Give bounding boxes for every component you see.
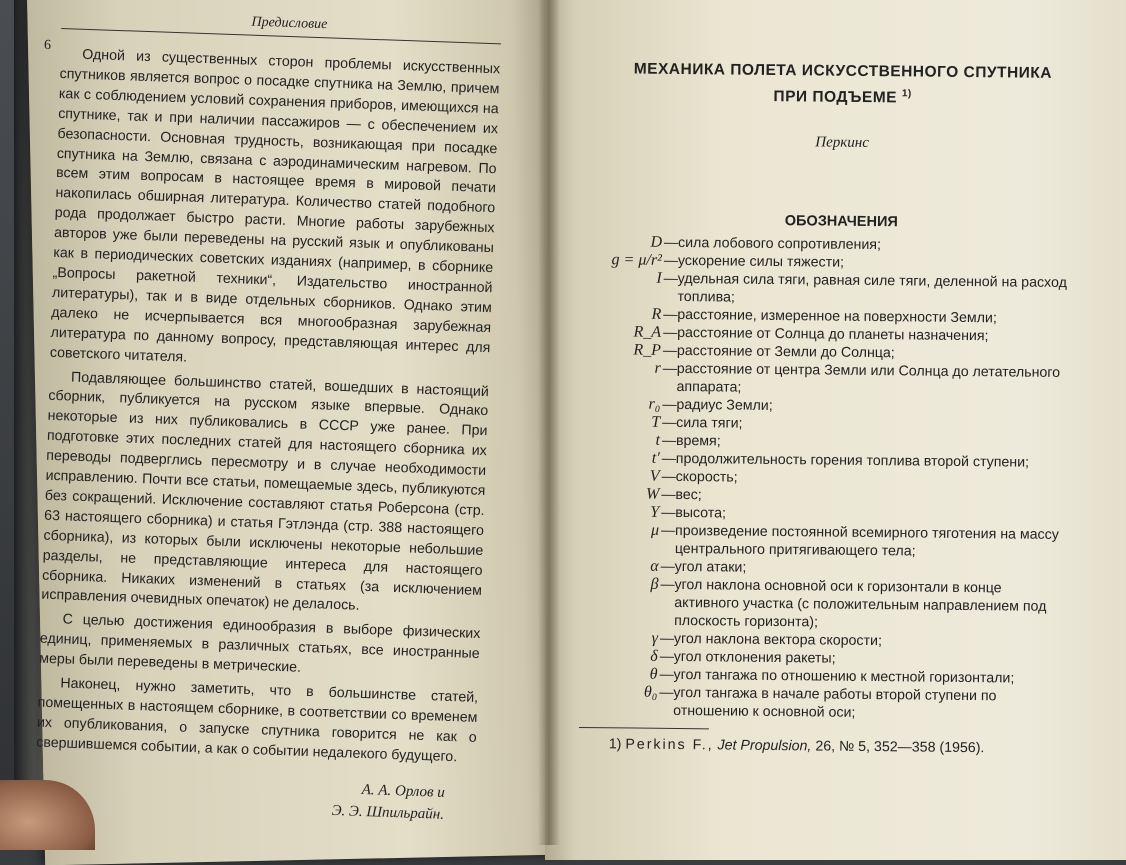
notation-dash: — xyxy=(659,648,675,666)
notation-symbol: θ xyxy=(649,665,658,683)
notation-dash: — xyxy=(661,504,676,522)
signature-line: А. А. Орлов и xyxy=(361,781,446,801)
notation-dash: — xyxy=(663,324,678,342)
notation-dash: — xyxy=(660,522,676,540)
notation-dash: — xyxy=(663,270,678,288)
title-line: ПРИ ПОДЪЕМЕ xyxy=(773,88,898,107)
notation-symbol: β xyxy=(650,575,659,593)
left-page-content xyxy=(34,6,502,827)
notation-symbol: α xyxy=(650,557,659,575)
notation-dash: — xyxy=(659,684,674,702)
notation-definition: время; xyxy=(675,433,721,450)
paragraph: Одной из существенных сторон проблемы искусственных спутников является вопрос о посадке спутника на Землю, причем как с соблюдением условий сохранения приборов, имеющихся на спутнике, так и при наличии пассажиров — с обеспечением их безопасности. Основная трудность, возникающая при посадке спутника на Землю, связана с аэродинамическим нагревом. По всем этим вопросам в настоящее время в мировой печати накопилась обширная литература. Количество статей подобного рода продолжает быстро расти. Многие работы зарубежных авторов уже были переведены на русский язык и опубликованы как в периодических советских изданиях (например, в сборнике „Вопросы ракетной техники“, Издательство иностранной литературы), так и в виде отдельных сборников. Однако этим далеко не исчерпывается вся многообразная зарубежная литература по данному вопросу, представляющая интерес для советского читателя. xyxy=(49,46,501,366)
notation-definition: расстояние от центра Земли или Солнца до летательного аппарата; xyxy=(676,361,1061,396)
notation-definition: расстояние от Солнца до планеты назначения; xyxy=(677,325,989,345)
notation-row xyxy=(582,359,1066,400)
article-title xyxy=(615,58,1069,111)
title-line-2 xyxy=(615,80,1069,111)
footnote-journal: Jet Propulsion, xyxy=(717,737,812,755)
notation-symbol: D xyxy=(650,233,663,251)
notation-dash: — xyxy=(659,666,674,684)
footnote-marker: 1) xyxy=(901,88,912,100)
notation-symbol: θ₀ xyxy=(643,683,658,701)
book-gutter xyxy=(538,0,560,845)
notation-dash: — xyxy=(663,306,678,324)
notation-definition: угол тангажа в начале работы второй ступени по отношению к основной оси; xyxy=(673,685,997,722)
notation-definition: удельная сила тяги, равная силе тяги, деленной на расход топлива; xyxy=(677,271,1067,306)
notation-dash: — xyxy=(662,342,678,360)
notation-row xyxy=(580,575,1065,634)
notation-definition: угол отклонения ракеты; xyxy=(673,649,836,667)
page-number: 6 xyxy=(43,37,52,54)
notation-row xyxy=(581,521,1065,562)
title-line: МЕХАНИКА ПОЛЕТА ИСКУССТВЕННОГО СПУТНИКА xyxy=(633,60,1053,82)
signature-line: Э. Э. Шпильрайн. xyxy=(331,802,445,823)
notation-dash: — xyxy=(662,360,678,378)
notation-dash: — xyxy=(662,396,677,414)
paragraph: Подавляющее большинство статей, вошедших в настоящий сборник, публикуется на русском языке впервые. Однако некоторые из них публиковались в СССР уже ранее. При подготовке этих последних статей для настоящего сборника их переводы подверглись пересмотру и в случае необходимости исправлению. Почти все статьи, помещаемые здесь, публикуются без сокращений. Исключение составляют статья Роберсона (стр. 63 настоящего сборника) и статья Гэтлэнда (стр. 388 настоящего сборника), из которых были исключены некоторые небольшие разделы, не представляющие интереса для настоящего сборника. Никаких изменений в статьях (за исключением исправления очевидных опечаток) не делалось. xyxy=(41,369,490,615)
right-page-content xyxy=(579,58,1070,757)
notation-symbol: V xyxy=(649,467,660,485)
notation-definition: скорость; xyxy=(675,469,738,486)
notation-dash: — xyxy=(662,414,677,432)
notation-dash: — xyxy=(663,252,679,270)
notation-dash: — xyxy=(661,450,677,468)
notation-row xyxy=(583,269,1067,310)
notation-dash: — xyxy=(661,432,677,450)
footnote-author: Perkins F., xyxy=(625,736,714,754)
notation-definition: продолжительность горения топлива второй ступени; xyxy=(675,451,1030,471)
notation-definition: сила лобового сопротивления; xyxy=(677,235,882,254)
footnote-details: 26, № 5, 352—358 (1956). xyxy=(815,738,985,757)
notation-symbol: R_A xyxy=(633,323,662,341)
notation-definition: произведение постоянной всемирного тяготения на массу центрального притягивающего тела; xyxy=(674,523,1059,560)
notation-symbol: t xyxy=(655,431,661,449)
notation-symbol: g = μ/r² xyxy=(611,251,662,269)
notation-dash: — xyxy=(661,486,676,504)
notation-symbol: Y xyxy=(650,503,660,521)
notation-symbol: R_P xyxy=(633,341,662,359)
notation-row xyxy=(579,683,1063,724)
notation-definition: высота; xyxy=(675,505,727,522)
notation-definition: угол наклона вектора скорости; xyxy=(673,631,883,650)
notation-definition: угол тангажа по отношению к местной горизонтали; xyxy=(673,667,1015,687)
notation-definition: расстояние от Земли до Солнца; xyxy=(676,343,895,362)
notation-symbol: W xyxy=(646,485,660,503)
footnote-divider xyxy=(579,727,709,729)
author: Перкинс xyxy=(815,134,870,152)
notation-dash: — xyxy=(661,468,676,486)
notation-dash: — xyxy=(660,558,675,576)
notation-symbol: γ xyxy=(651,629,659,647)
notation-definition: ускорение силы тяжести; xyxy=(677,253,845,271)
notation-definition: угол наклона основной оси к горизонтали в конце активного участка (с положительным направлением под плоскость горизонта); xyxy=(674,577,1047,631)
notation-definition: угол атаки; xyxy=(674,559,747,576)
notation-symbol: t′ xyxy=(651,449,660,467)
notation-symbol: r xyxy=(654,359,661,377)
footnote-marker: 1) xyxy=(608,736,622,753)
section-heading: ОБОЗНАЧЕНИЯ xyxy=(784,213,898,231)
notation-definition: вес; xyxy=(675,487,702,504)
notation-symbol: R xyxy=(651,305,662,323)
paragraph: Наконец, нужно заметить, что в большинстве статей, помещенных в настоящем сборнике, в соответствии со временем их опубликования, о запуске спутника говорится не как о свершившемся событии, а как о событии недалекого будущего. xyxy=(36,675,479,766)
notation-symbol: δ xyxy=(650,647,658,665)
paragraph: С целью достижения единообразия в выборе физических единиц, применяемых в различных статьях, все иностранные меры были переведены в метрические. xyxy=(38,611,481,676)
notation-dash: — xyxy=(659,630,675,648)
notation-symbol: μ xyxy=(650,521,660,539)
notation-dash: — xyxy=(660,576,675,594)
notation-symbol: r₀ xyxy=(648,395,661,413)
notation-definition: расстояние, измеренное на поверхности Земли; xyxy=(677,307,997,327)
notation-list xyxy=(579,233,1068,724)
notation-dash: — xyxy=(663,234,679,252)
notation-definition: радиус Земли; xyxy=(676,397,773,415)
notation-definition: сила тяги; xyxy=(676,415,743,432)
notation-symbol: T xyxy=(651,413,661,431)
preface-text xyxy=(36,45,500,769)
notation-symbol: I xyxy=(656,269,662,287)
running-head-title: Предисловие xyxy=(251,14,328,33)
